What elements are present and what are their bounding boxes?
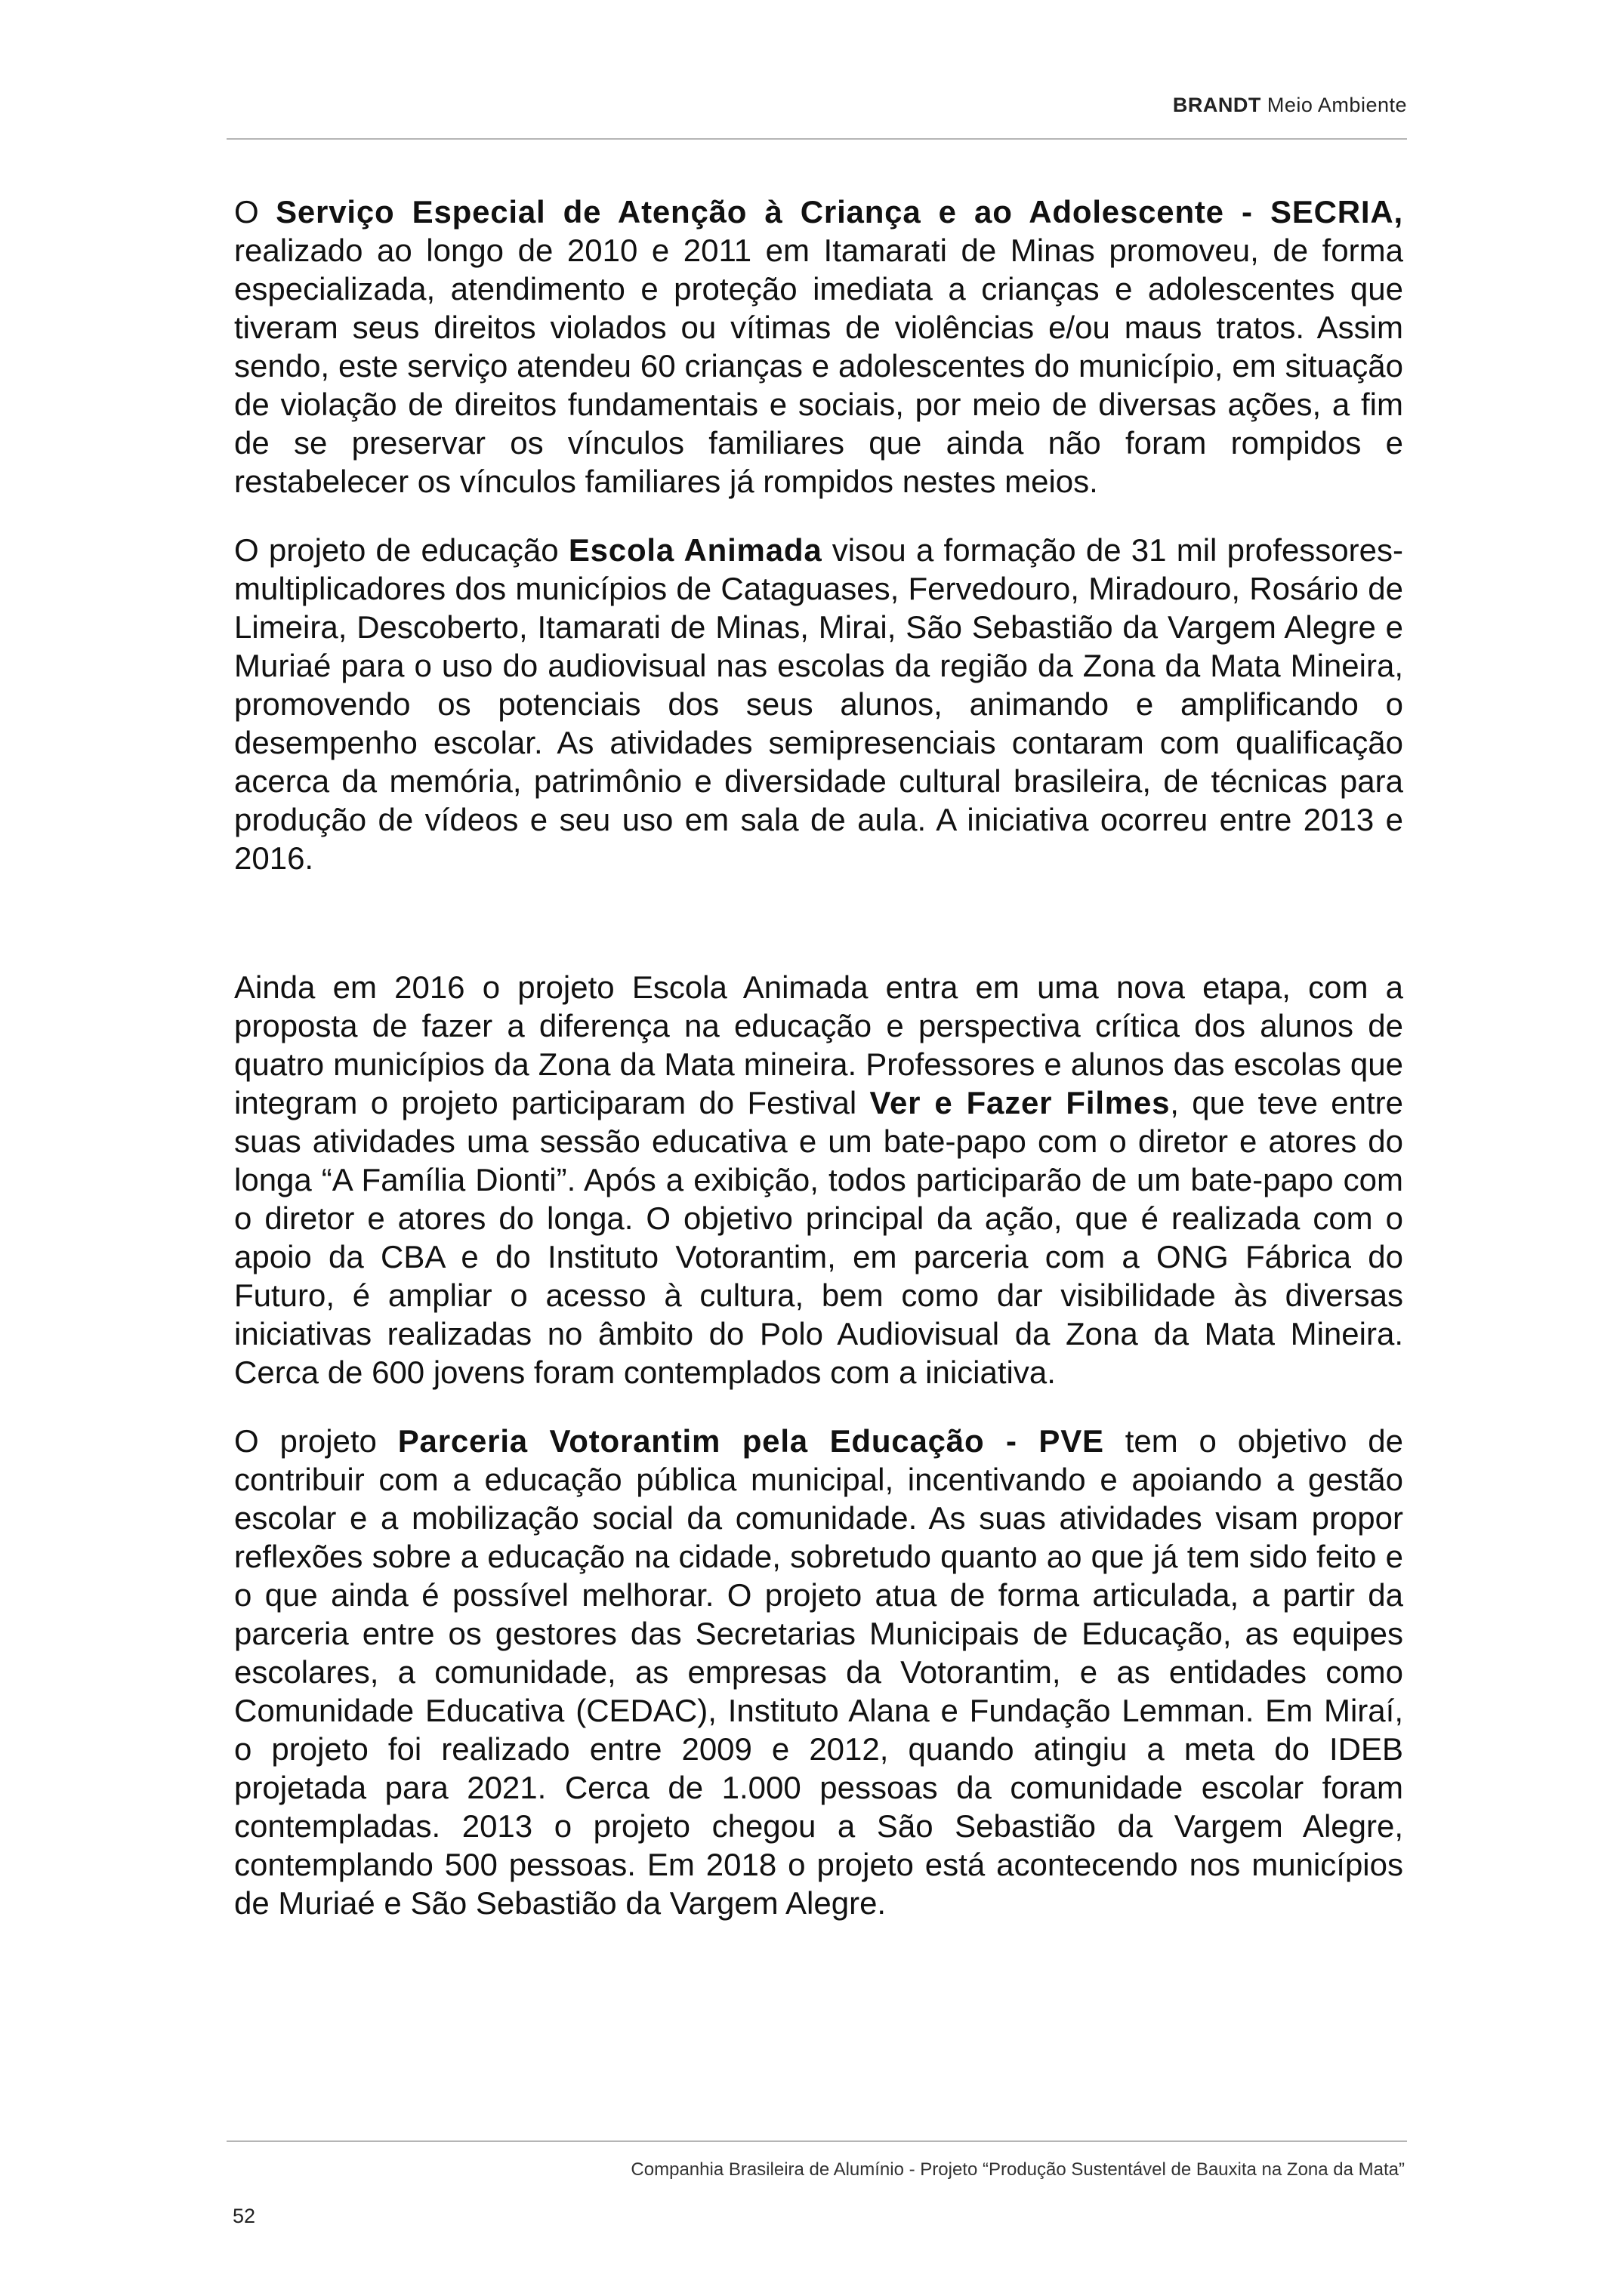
footer-divider: [227, 2140, 1407, 2142]
paragraph-lead: O: [234, 194, 276, 230]
paragraph-bold-term: Parceria Votorantim pela Educação - PVE: [397, 1423, 1104, 1459]
paragraph-text: , que teve entre suas atividades uma sessão educativa e um bate-papo com o diretor e atores do longa “A Família Dionti”. Após a exibição, todos participarão de um bate-papo com o diretor e atores do longa. O objetivo principal da ação, que é realizada com o apoio da CBA e do Instituto Votorantim, em parceria com a ONG Fábrica do Futuro, é ampliar o acesso à cultura, bem como dar visibilidade às diversas iniciativas realizadas no âmbito do Polo Audiovisual da Zona da Mata Mineira. Cerca de 600 jovens foram contemplados com a iniciativa.: [234, 1085, 1404, 1390]
page-header: [227, 94, 1407, 117]
paragraph-lead: O projeto de educação: [234, 532, 569, 568]
paragraph-text: realizado ao longo de 2010 e 2011 em Itamarati de Minas promoveu, de forma especializada, atendimento e proteção imediata a crianças e adolescentes que tiveram seus direitos violados ou vítimas de violências e/ou maus tratos. Assim sendo, este serviço atendeu 60 crianças e adolescentes do município, em situação de violação de direitos fundamentais e sociais, por meio de diversas ações, a fim de se preservar os vínculos familiares que ainda não foram rompidos e restabelecer os vínculos familiares já rompidos nestes meios.: [234, 233, 1403, 499]
header-subtitle: Meio Ambiente: [1267, 94, 1407, 116]
header-brand: BRANDT: [1172, 94, 1261, 116]
header-divider: [227, 138, 1407, 140]
paragraph-ver-e-fazer-filmes: [234, 968, 1403, 1391]
page-number: 52: [233, 2205, 256, 2227]
paragraph-bold-term: Ver e Fazer Filmes: [869, 1085, 1171, 1120]
footer-caption: Companhia Brasileira de Alumínio - Projeto “Produção Sustentável de Bauxita na Zona da Mata”: [631, 2159, 1405, 2180]
paragraph-bold-term: Serviço Especial de Atenção à Criança e ao Adolescente - SECRIA,: [276, 194, 1403, 230]
paragraph-escola-animada: [234, 531, 1403, 877]
paragraph-pve: [234, 1422, 1403, 1922]
paragraph-text: tem o objetivo de contribuir com a educação pública municipal, incentivando e apoiando a gestão escolar e a mobilização social da comunidade. As suas atividades visam propor reflexões sobre a educação na cidade, sobretudo quanto ao que já tem sido feito e o que ainda é possível melhorar. O projeto atua de forma articulada, a partir da parceria entre os gestores das Secretarias Municipais de Educação, as equipes escolares, a comunidade, as empresas da Votorantim, e as entidades como Comunidade Educativa (CEDAC), Instituto Alana e Fundação Lemman. Em Miraí, o projeto foi realizado entre 2009 e 2012, quando atingiu a meta do IDEB projetada para 2021. Cerca de 1.000 pessoas da comunidade escolar foram contempladas. 2013 o projeto chegou a São Sebastião da Vargem Alegre, contemplando 500 pessoas. Em 2018 o projeto está acontecendo nos municípios de Muriaé e São Sebastião da Vargem Alegre.: [234, 1423, 1404, 1921]
paragraph-bold-term: Escola Animada: [568, 532, 822, 568]
paragraph-secria: [234, 193, 1403, 501]
document-body: [234, 193, 1403, 1922]
paragraph-lead: Ainda em 2016 o projeto Escola Animada entra em uma nova etapa, com a proposta de fazer a diferença na educação e perspectiva crítica dos alunos de quatro municípios da Zona da Mata mineira. Professores e alunos das escolas que integram o projeto participaram do Festival: [234, 969, 1403, 1120]
paragraph-lead: O projeto: [234, 1423, 398, 1459]
paragraph-text: visou a formação de 31 mil professores-multiplicadores dos municípios de Cataguases, Fervedouro, Miradouro, Rosário de Limeira, Descoberto, Itamarati de Minas, Mirai, São Sebastião da Vargem Alegre e Muriaé para o uso do audiovisual nas escolas da região da Zona da Mata Mineira, promovendo os potenciais dos seus alunos, animando e amplificando o desempenho escolar. As atividades semipresenciais contaram com qualificação acerca da memória, patrimônio e diversidade cultural brasileira, de técnicas para produção de vídeos e seu uso em sala de aula. A iniciativa ocorreu entre 2013 e 2016.: [234, 532, 1403, 876]
